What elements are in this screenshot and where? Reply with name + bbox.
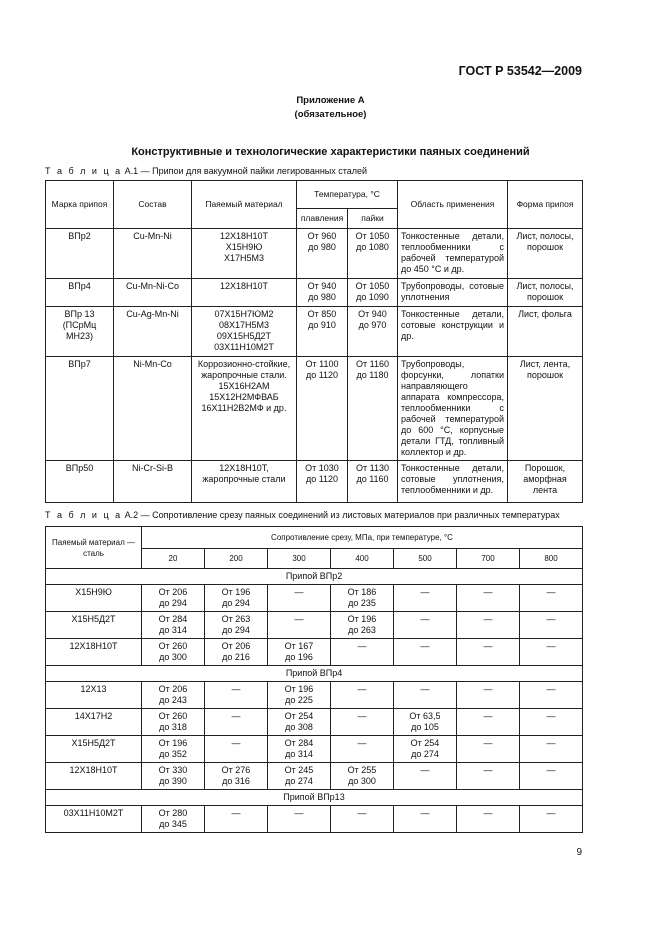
temperature-header: 300 — [268, 549, 331, 569]
value-line: — — [483, 711, 493, 721]
alloy-form — [508, 357, 583, 461]
shear-value — [394, 639, 457, 666]
shear-value — [331, 612, 394, 639]
shear-value — [331, 709, 394, 736]
brazing-temperature — [348, 307, 398, 357]
material-line: 07Х15Н7ЮМ2 — [214, 309, 274, 319]
melting-temperature — [297, 461, 348, 503]
shear-value — [205, 639, 268, 666]
value-line: От 276 — [221, 765, 251, 775]
steel-material: 03Х11Н10М2Т — [46, 806, 142, 833]
melting-temperature — [297, 357, 348, 461]
shear-value — [457, 585, 520, 612]
shear-resistance-table — [45, 526, 583, 833]
form-line: порошок — [526, 370, 564, 380]
value-line: до 274 — [285, 776, 313, 786]
temperature-line: От 1100 — [305, 359, 339, 369]
value-line: — — [420, 765, 430, 775]
table2-caption — [45, 510, 560, 520]
value-line: От 280 — [158, 808, 188, 818]
brazed-material — [192, 279, 297, 307]
alloy-composition: Ni-Mn-Co — [114, 357, 192, 461]
shear-value — [268, 585, 331, 612]
shear-value — [520, 682, 583, 709]
temperature-line: до 980 — [308, 292, 336, 302]
brazed-material — [192, 229, 297, 279]
temperature-line: От 1130 — [356, 463, 389, 473]
value-line: — — [483, 641, 493, 651]
brazing-temperature — [348, 461, 398, 503]
shear-value — [457, 709, 520, 736]
temperature-line: От 940 — [358, 309, 387, 319]
melting-temperature — [297, 279, 348, 307]
value-line: до 225 — [285, 695, 313, 705]
shear-value — [268, 763, 331, 790]
shear-value — [394, 585, 457, 612]
table1-caption-prefix: Т а б л и ц а — [45, 166, 123, 176]
steel-material: 12Х18Н10Т — [46, 639, 142, 666]
shear-value — [142, 763, 205, 790]
value-line: От 255 — [347, 765, 377, 775]
steel-material: Х15Н9Ю — [46, 585, 142, 612]
appendix-heading — [0, 94, 661, 122]
table-row — [46, 307, 583, 357]
material-line: 12Х18Н10Т — [219, 231, 269, 241]
brazed-material — [192, 461, 297, 503]
melting-temperature — [297, 229, 348, 279]
value-line: От 186 — [347, 587, 377, 597]
table-row — [46, 279, 583, 307]
melting-temperature — [297, 307, 348, 357]
temperature-line: до 980 — [308, 242, 336, 252]
brazing-temperature — [348, 357, 398, 461]
material-line: 16Х11Н2В2МФ и др. — [201, 403, 287, 413]
temperature-header: 500 — [394, 549, 457, 569]
shear-value — [205, 682, 268, 709]
value-line: до 345 — [159, 819, 187, 829]
value-line: до 300 — [159, 652, 187, 662]
table-row — [46, 806, 583, 833]
value-line: — — [357, 738, 367, 748]
value-line: — — [231, 808, 241, 818]
steel-material: 14Х17Н2 — [46, 709, 142, 736]
table-row — [46, 229, 583, 279]
value-line: — — [357, 808, 367, 818]
application-area: Трубопроводы, сотовые уплотнения — [398, 279, 508, 307]
shear-value — [268, 806, 331, 833]
form-line: Лист, лента, — [519, 359, 571, 369]
shear-value — [142, 639, 205, 666]
value-line: — — [483, 684, 493, 694]
value-line: От 263 — [221, 614, 251, 624]
value-line: От 196 — [158, 738, 188, 748]
shear-value — [520, 585, 583, 612]
value-line: От 260 — [158, 641, 188, 651]
form-line: аморфная — [523, 474, 567, 484]
form-line: порошок — [526, 242, 564, 252]
header-shear-resistance: Сопротивление срезу, МПа, при температуре, °С — [142, 527, 583, 549]
shear-value — [142, 736, 205, 763]
form-line: порошок — [526, 292, 564, 302]
value-line: — — [546, 587, 556, 597]
value-line: — — [420, 587, 430, 597]
shear-value — [394, 763, 457, 790]
alloy-brand: ВПр 13 (ПСрМц МН23) — [46, 307, 114, 357]
table1-caption — [45, 166, 367, 176]
shear-value — [457, 763, 520, 790]
header-composition: Состав — [114, 181, 192, 229]
table-row — [46, 763, 583, 790]
steel-material: 12Х18Н10Т — [46, 763, 142, 790]
value-line: до 316 — [222, 776, 250, 786]
temperature-line: От 1050 — [355, 231, 390, 241]
value-line: От 167 — [284, 641, 314, 651]
shear-value — [394, 736, 457, 763]
temperature-header: 400 — [331, 549, 394, 569]
value-line: — — [294, 614, 304, 624]
value-line: — — [231, 711, 241, 721]
temperature-header: 800 — [520, 549, 583, 569]
value-line: до 318 — [159, 722, 187, 732]
value-line: — — [420, 684, 430, 694]
alloy-composition: Cu-Ag-Mn-Ni — [114, 307, 192, 357]
shear-value — [268, 709, 331, 736]
temperature-header: 20 — [142, 549, 205, 569]
temperature-line: до 1080 — [356, 242, 389, 252]
table2-caption-text: А.2 — Сопротивление срезу паяных соединений из листовых материалов при различных температурах — [124, 510, 560, 520]
temperature-line: до 970 — [358, 320, 387, 330]
shear-value — [457, 682, 520, 709]
value-line: до 196 — [285, 652, 313, 662]
shear-value — [457, 806, 520, 833]
value-line: — — [546, 808, 556, 818]
value-line: до 243 — [159, 695, 187, 705]
material-line: Х15Н9Ю — [225, 242, 263, 252]
value-line: до 263 — [348, 625, 376, 635]
form-line: Лист, полосы, — [516, 281, 574, 291]
value-line: От 254 — [284, 711, 314, 721]
value-line: От 330 — [158, 765, 188, 775]
alloy-form — [508, 461, 583, 503]
shear-value — [331, 639, 394, 666]
temperature-line: От 1030 — [305, 463, 339, 473]
value-line: — — [231, 738, 241, 748]
value-line: до 216 — [222, 652, 250, 662]
alloy-composition: Ni-Cr-Si-B — [114, 461, 192, 503]
form-line: лента — [532, 485, 558, 495]
value-line: до 308 — [285, 722, 313, 732]
alloy-brand: ВПр4 — [46, 279, 114, 307]
value-line: — — [483, 587, 493, 597]
shear-value — [142, 682, 205, 709]
shear-value — [520, 736, 583, 763]
header-steel-material: Паяемый материал — сталь — [46, 527, 142, 569]
shear-value — [331, 585, 394, 612]
shear-value — [520, 763, 583, 790]
shear-value — [205, 763, 268, 790]
alloy-group-row — [46, 569, 583, 585]
shear-value — [142, 806, 205, 833]
value-line: От 260 — [158, 711, 188, 721]
temperature-line: От 940 — [307, 281, 337, 291]
material-line: 12Х18Н10Т — [219, 281, 269, 291]
value-line: до 235 — [348, 598, 376, 608]
application-area: Тонкостенные детали, сотовые конструкции и др. — [398, 307, 508, 357]
material-line: 15Х16Н2АМ — [218, 381, 270, 391]
value-line: — — [294, 808, 304, 818]
shear-value — [205, 585, 268, 612]
shear-value — [205, 736, 268, 763]
material-line: жаропрочные стали — [202, 474, 286, 484]
value-line: — — [483, 808, 493, 818]
alloy-form — [508, 307, 583, 357]
brazing-alloys-body — [46, 229, 583, 503]
value-line: до 300 — [348, 776, 376, 786]
brazing-temperature — [348, 229, 398, 279]
shear-value — [520, 612, 583, 639]
brazed-material — [192, 357, 297, 461]
value-line: — — [231, 684, 241, 694]
shear-value — [394, 806, 457, 833]
shear-value — [268, 682, 331, 709]
value-line: — — [357, 684, 367, 694]
value-line: От 63,5 — [409, 711, 441, 721]
temperature-line: до 1120 — [305, 474, 339, 484]
table-row — [46, 639, 583, 666]
table-row — [46, 357, 583, 461]
value-line: От 206 — [158, 684, 188, 694]
shear-value — [394, 682, 457, 709]
alloy-group-title: Припой ВПр13 — [46, 790, 583, 806]
value-line: — — [546, 738, 556, 748]
shear-value — [331, 736, 394, 763]
temperature-header: 200 — [205, 549, 268, 569]
value-line: — — [357, 641, 367, 651]
table2-caption-prefix: Т а б л и ц а — [45, 510, 123, 520]
temperature-line: до 910 — [308, 320, 336, 330]
application-area: Трубопроводы, форсунки, лопатки направляющего аппарата компрессора, теплообменники с рабочей температурой до 600 °С, корпусные детали ГТД, топливный коллектор и др. — [398, 357, 508, 461]
alloy-group-row — [46, 666, 583, 682]
value-line: до 352 — [159, 749, 187, 759]
value-line: От 284 — [284, 738, 314, 748]
alloy-brand: ВПр7 — [46, 357, 114, 461]
value-line: От 206 — [158, 587, 188, 597]
shear-value — [520, 639, 583, 666]
shear-value — [457, 612, 520, 639]
shear-value — [142, 585, 205, 612]
shear-value — [457, 736, 520, 763]
header-temperature: Температура, °С — [297, 181, 398, 209]
brazing-alloys-table — [45, 180, 583, 503]
form-line: Лист, полосы, — [516, 231, 574, 241]
value-line: до 274 — [411, 749, 439, 759]
alloy-brand: ВПр2 — [46, 229, 114, 279]
shear-value — [331, 806, 394, 833]
application-area: Тонкостенные детали, теплообменники с рабочей температурой до 450 °С и др. — [398, 229, 508, 279]
table1-caption-text: А.1 — Припои для вакуумной пайки легированных сталей — [124, 166, 368, 176]
header-material: Паяемый материал — [192, 181, 297, 229]
header-melting: плавления — [297, 209, 348, 229]
page-number: 9 — [576, 847, 582, 858]
value-line: От 284 — [158, 614, 188, 624]
value-line: — — [420, 808, 430, 818]
document-code: ГОСТ Р 53542—2009 — [458, 64, 582, 78]
temperature-line: до 1120 — [305, 370, 339, 380]
steel-material: 12Х13 — [46, 682, 142, 709]
shear-value — [205, 806, 268, 833]
material-line: Х17Н5М3 — [223, 253, 265, 263]
value-line: до 294 — [222, 598, 250, 608]
table-row — [46, 736, 583, 763]
value-line: От 196 — [221, 587, 251, 597]
value-line: — — [546, 614, 556, 624]
alloy-composition: Cu-Mn-Ni-Co — [114, 279, 192, 307]
temperature-line: От 960 — [307, 231, 337, 241]
table-row — [46, 585, 583, 612]
temperature-line: От 1160 — [356, 359, 389, 369]
value-line: От 254 — [410, 738, 440, 748]
value-line: до 294 — [222, 625, 250, 635]
steel-material: Х15Н5Д2Т — [46, 612, 142, 639]
temperature-line: до 1090 — [356, 292, 389, 302]
alloy-group-row — [46, 790, 583, 806]
appendix-title: Приложение А — [296, 95, 365, 106]
value-line: — — [546, 641, 556, 651]
value-line: — — [546, 684, 556, 694]
material-line: 12Х18Н10Т, — [219, 463, 269, 473]
value-line: до 294 — [159, 598, 187, 608]
shear-value — [205, 612, 268, 639]
alloy-brand: ВПр50 — [46, 461, 114, 503]
value-line: до 105 — [411, 722, 439, 732]
value-line: — — [357, 711, 367, 721]
material-line: Коррозионно-стойкие, — [197, 359, 291, 369]
shear-value — [268, 736, 331, 763]
table-row — [46, 612, 583, 639]
shear-value — [268, 639, 331, 666]
value-line: — — [483, 765, 493, 775]
header-brazing: пайки — [348, 209, 398, 229]
shear-value — [520, 806, 583, 833]
material-line: жаропрочные стали. — [201, 370, 287, 380]
value-line: От 196 — [347, 614, 377, 624]
header-brand: Марка припоя — [46, 181, 114, 229]
alloy-composition: Cu-Mn-Ni — [114, 229, 192, 279]
value-line: — — [546, 765, 556, 775]
shear-value — [205, 709, 268, 736]
alloy-group-title: Припой ВПр4 — [46, 666, 583, 682]
shear-value — [268, 612, 331, 639]
value-line: От 196 — [284, 684, 314, 694]
form-line: Порошок, — [524, 463, 566, 473]
temperature-line: От 850 — [307, 309, 337, 319]
material-line: 15Х12Н2МФВАБ — [209, 392, 279, 402]
shear-value — [457, 639, 520, 666]
value-line: до 390 — [159, 776, 187, 786]
table-row — [46, 461, 583, 503]
temperature-line: до 1180 — [356, 370, 389, 380]
application-area: Тонкостенные детали, сотовые уплотнения, теплообменники и др. — [398, 461, 508, 503]
value-line: — — [420, 641, 430, 651]
temperature-line: до 1160 — [356, 474, 389, 484]
value-line: до 314 — [159, 625, 187, 635]
header-application: Область применения — [398, 181, 508, 229]
brazed-material — [192, 307, 297, 357]
shear-value — [142, 709, 205, 736]
page-title: Конструктивные и технологические характеристики паяных соединений — [131, 146, 530, 158]
alloy-form — [508, 229, 583, 279]
alloy-group-title: Припой ВПр2 — [46, 569, 583, 585]
value-line: — — [294, 587, 304, 597]
appendix-status: (обязательное) — [294, 109, 367, 120]
value-line: до 314 — [285, 749, 313, 759]
shear-value — [142, 612, 205, 639]
table-row — [46, 709, 583, 736]
material-line: 03Х11Н10М2Т — [214, 342, 274, 352]
form-line: Лист, фольга — [518, 309, 572, 319]
brazing-temperature — [348, 279, 398, 307]
shear-value — [520, 709, 583, 736]
temperature-line: От 1050 — [355, 281, 390, 291]
value-line: От 245 — [284, 765, 314, 775]
alloy-form — [508, 279, 583, 307]
table-row — [46, 682, 583, 709]
material-line: 08Х17Н5М3 — [218, 320, 270, 330]
shear-value — [331, 763, 394, 790]
value-line: — — [483, 614, 493, 624]
shear-value — [394, 612, 457, 639]
value-line: — — [420, 614, 430, 624]
steel-material: Х15Н5Д2Т — [46, 736, 142, 763]
material-line: 09Х15Н5Д2Т — [216, 331, 272, 341]
shear-value — [394, 709, 457, 736]
temperature-header: 700 — [457, 549, 520, 569]
value-line: — — [546, 711, 556, 721]
shear-resistance-body — [46, 569, 583, 833]
header-form: Форма припоя — [508, 181, 583, 229]
shear-value — [331, 682, 394, 709]
value-line: От 206 — [221, 641, 251, 651]
value-line: — — [483, 738, 493, 748]
